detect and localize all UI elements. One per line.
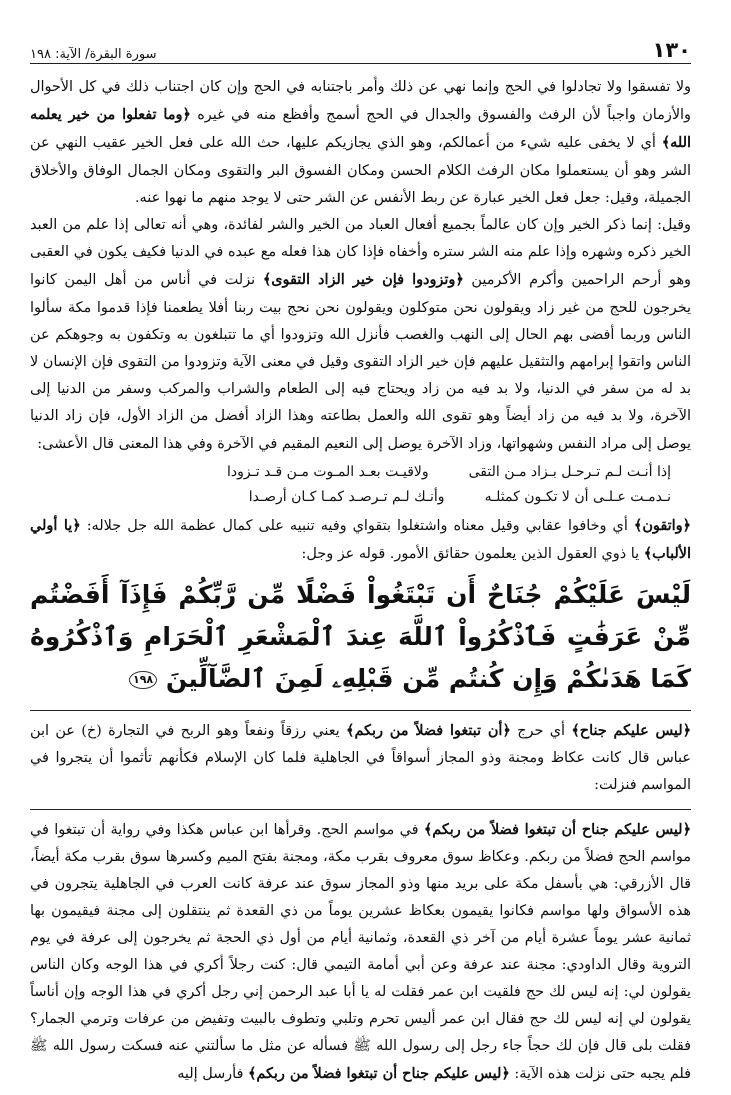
verse-text: لَيْسَ عَلَيْكُمْ جُنَاحٌ أَن تَبْتَغُواْ فَضْلًا مِّن رَّبِّكُمْ فَإِذَآ أَفَضْتُم مِّنْ عَرَفَٰتٍ فَٱذْكُرُواْ ٱللَّهَ عِندَ ٱلْمَشْعَرِ ٱلْحَرَامِ وَٱذْكُرُوهُ كَمَا هَدَىٰكُمْ وَإِن كُنتُم مِّن قَبْلِهِۦ لَمِنَ ٱلضَّآلِّينَ: [30, 580, 691, 694]
quran-quote: ﴿ليس عليكم جناح أن تبتغوا فضلاً من ربكم﴾: [423, 821, 692, 839]
text: أي لا يخفى عليه شيء من أعمالكم، وهو الذي يجازيكم عليها، حث الله على فعل الخير عقيب النهي عن الشر وهو أن يستعملوا مكان الرفث الكلام الحسن ومكان الفسوق البر والتقوى ومكان الجمال الوفاق والأخلاق الجميلة، وقيل: جعل فعل الخير عبارة عن ربط الأنفس عن الشر حتى لا يوجد منهم ما نهوا عنه.: [30, 135, 691, 206]
section-divider: [30, 809, 691, 810]
poem-hemistich: وأنـك لـم تـرصـد كمـا كـان أرصـدا: [248, 488, 445, 505]
quran-quote: ﴿يا أولي الألباب﴾: [30, 516, 691, 563]
poem-hemistich: إذا أنـت لـم تـرحـل بـزاد مـن التقى: [468, 463, 671, 480]
poem-hemistich: نـدمـت عـلـى أن لا تكـون كمثلـه: [484, 488, 671, 505]
running-title: سورة البقرة/ الآية: ١٩٨: [30, 47, 157, 62]
poem-line: [30, 460, 691, 485]
text: نزلت في أناس من أهل اليمن كانوا يخرجون للحج من غير زاد ويقولون نحن متوكلون ويقولون نحن نحج بيت ربنا أفلا يطعمنا فإذا قدموا مكة سألوا الناس وربما أفضى بهم الحال إلى النهب والغصب فأنزل الله وتزودوا أي ما تتبلغون به وتكفون به وجوهكم عن الناس واتقوا إبرامهم والتثقيل عليهم فإن خير الزاد التقوى وقيل في معنى الآية وتزودوا من التقوى فإن الإنسان لا بد له من سفر في الدنيا، ولا بد فيه من زاد ويحتاج فيه إلى الطعام والشراب والمركب وسفر من الدنيا إلى الآخرة، ولا بد فيه من زاد أيضاً وهو تقوى الله والعمل بطاعته وهذا الزاد أفضل من الزاد الأول، فإن زاد الدنيا يوصل إلى مراد النفس وشهواتها، وزاد الآخرة يوصل إلى النعيم المقيم في الآخرة وفي هذا المعنى قال الأعشى:: [30, 272, 691, 452]
page-number: ١٣٠: [652, 38, 691, 62]
paragraph: [30, 212, 691, 458]
paragraph: [30, 512, 691, 568]
verse-number: ١٩٨: [129, 671, 157, 689]
text: يعني رزقاً ونفعاً وهو الربح في التجارة (خ) عن ابن عباس قال كانت عكاظ ومجنة وذو المجاز أسواقاً في الجاهلية فلما كان الإسلام فكأنهم تأثموا أن يتجروا في المواسم فنزلت:: [30, 723, 691, 794]
page-body: [30, 74, 691, 1088]
poem: [30, 460, 691, 510]
text: وقيل: إنما ذكر الخير وإن كان عالماً بجميع أفعال العباد من الخير والشر لفائدة، وهي أنه تعالى إذا علم من العبد الخير ذكره وشهره وإذا علم منه الشر ستره وأخفاه فإذا كان هذا فعله مع عبده في الدنيا فكيف يكون في العقبى وهو أرحم الراحمين وأكرم الأكرمين: [30, 217, 691, 289]
quran-quote: ﴿وما تفعلوا من خير يعلمه الله﴾: [30, 106, 691, 152]
page-header: [30, 38, 691, 62]
quran-quote: ﴿واتقون﴾: [633, 516, 691, 534]
header-rule: [30, 63, 691, 64]
quran-quote: ﴿ليس عليكم جناح﴾: [571, 722, 692, 740]
quran-verse: [30, 574, 691, 700]
quran-quote: ﴿أن تبتغوا فضلاً من ربكم﴾: [346, 722, 511, 740]
paragraph: [30, 717, 691, 799]
text: أي حرج: [517, 723, 565, 740]
quran-quote: ﴿وتزودوا فإن خير الزاد التقوى﴾: [262, 271, 464, 289]
paragraph: [30, 816, 691, 1088]
text: ولا تفسقوا ولا تجادلوا في الحج وإنما نهي عن ذلك وأمر باجتنابه في الحج وإن كان اجتناب ذلك في كل الأحوال والأزمان واجباً لأن الرفث والفسوق والجدال في الحج أسمج وأفظع منه في غيره: [30, 79, 691, 124]
text: يا ذوي العقول الذين يعلمون حقائق الأمور. قوله عز وجل:: [301, 546, 640, 563]
poem-hemistich: ولاقيـت بعـد المـوت مـن قـد تـزودا: [227, 463, 429, 480]
text: أي وخافوا عقابي وقيل معناه واشتغلوا بتقواي وفيه تنبيه على كمال عظمة الله جل جلاله:: [86, 517, 628, 534]
poem-line: [30, 485, 691, 510]
text: في مواسم الحج. وقرأها ابن عباس هكذا وفي رواية أن تبتغوا في مواسم الحج فضلاً من ربكم. وعكاظ سوق معروف بقرب مكة، ومجنة بفتح الميم وكسرها سوق بقرب مكة أيضاً، قال الأزرقي: هي بأسفل مكة على بريد منها وذو المجاز سوق عند عرفة كانت العرب في الجاهلية يتجرون في هذه الأسواق ولها مواسم فكانوا يقيمون بعكاظ عشرين يوماً من ذي القعدة ثم ينتقلون إلى مجنة فيقيمون بها ثمانية عشر يوماً عشرة أيام من آخر ذي القعدة، وثمانية أيام من أول ذي الحجة ثم يخرجون إلى عرفة في يوم التروية وقال الداودي: مجنة عند عرفة وعن أبي أمامة التيمي قال: كنت رجلاً أكري في هذا الوجه وكان الناس يقولون لي: إنه ليس لك حج فلقيت ابن عمر فقلت له يا أبا عبد الرحمن إني رجل أكري في هذا الوجه وإن أناساً يقولون لي إنه ليس لك حج فقال ابن عمر أليس تحرم وتلبي وتطوف بالبيت وتفيض من عرفات وترمي الجمار؟ فقلت بلى قال فإن لك حجاً جاء رجل إلى رسول الله ﷺ فسأله عن مثل ما سألتني عنه فسكت رسول الله ﷺ فلم يجبه حتى نزلت هذه الآية:: [30, 822, 691, 1083]
text: فأرسل إليه: [177, 1066, 244, 1083]
quran-quote: ﴿ليس عليكم جناح أن تبتغوا فضلاً من ربكم﴾: [247, 1065, 510, 1083]
section-divider: [30, 710, 691, 711]
paragraph: [30, 74, 691, 212]
